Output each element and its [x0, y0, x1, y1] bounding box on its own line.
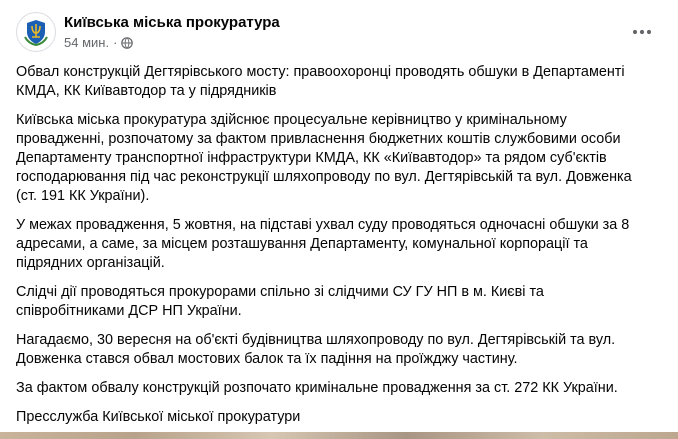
- post-paragraph: У межах провадження, 5 жовтня, на підставі ухвал суду проводяться одночасні обшуки за 8 адресами, а саме, за місцем розташування Департаменту, комунальної корпорації та підрядних організацій.: [16, 217, 630, 271]
- post-body: [16, 63, 656, 437]
- post-meta: [64, 13, 280, 51]
- post-header: [16, 11, 280, 53]
- post-paragraph-title: Обвал конструкцій Дегтярівського мосту: правоохоронці проводять обшуки в Департаменті КМДА, КК Київавтодор та у підрядників: [16, 64, 625, 99]
- post-paragraph-signature: Пресслужба Київської міської прокуратури: [16, 409, 301, 425]
- post-subtitle: [64, 35, 280, 51]
- ukraine-prosecutor-emblem-icon: [21, 17, 51, 47]
- page-name[interactable]: Київська міська прокуратура: [64, 14, 280, 31]
- post-paragraph: Нагадаємо, 30 вересня на об'єкті будівництва шляхопроводу по вул. Дегтярівській та вул. Довженка стався обвал мостових балок та їх падіння на проїжджу частину.: [16, 332, 616, 367]
- more-horizontal-icon: [632, 29, 652, 35]
- post-time[interactable]: 54 мин.: [64, 35, 110, 50]
- more-options-button[interactable]: [624, 20, 660, 44]
- post-paragraph: Київська міська прокуратура здійснює процесуальне керівництво у кримінальному провадженні, розпочатому за фактом привласнення бюджетних коштів службовими особи Департаменту транспортної інфраструктури КМДА, КК «Київавтодор» та рядом суб'єктів господарювання під час реконструкції шляхопроводу по вул. Дегтярівській та вул. Довженка (ст. 191 КК України).: [16, 112, 632, 204]
- avatar[interactable]: [16, 12, 56, 52]
- attached-image-top-edge[interactable]: [0, 432, 678, 439]
- separator-dot: ·: [113, 35, 118, 50]
- globe-icon[interactable]: [121, 37, 133, 49]
- post-paragraph: Слідчі дії проводяться прокурорами спільно зі слідчими СУ ГУ НП в м. Києві та співробітниками ДСР НП України.: [16, 284, 544, 319]
- post-paragraph: За фактом обвалу конструкцій розпочато кримінальне провадження за ст. 272 КК України.: [16, 380, 618, 396]
